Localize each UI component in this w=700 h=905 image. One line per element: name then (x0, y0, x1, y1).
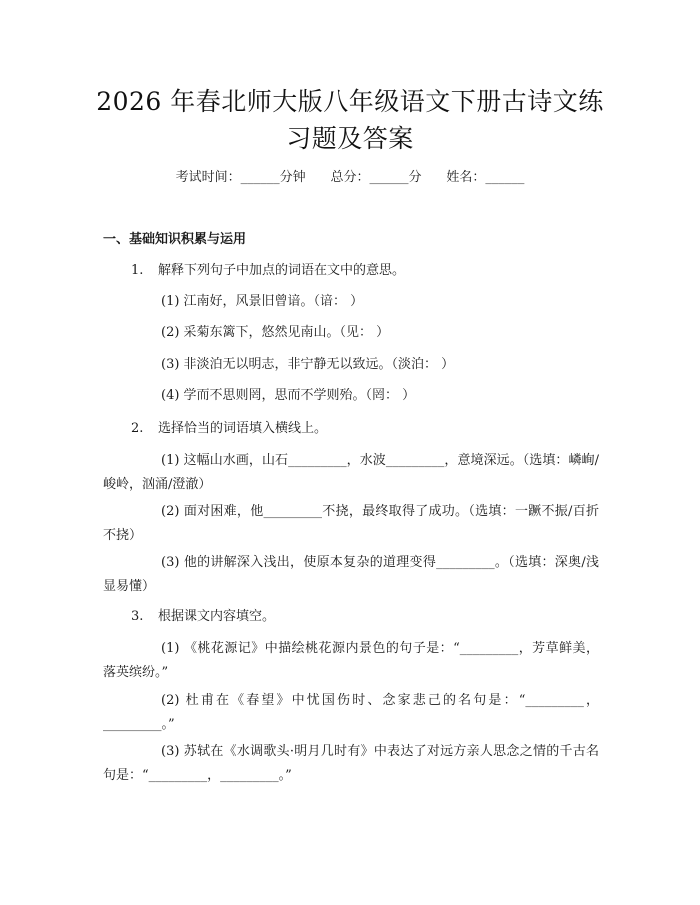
q3-item-2: (2) 杜甫在《春望》中忧国伤时、念家悲己的名句是：“_________，_________。” (103, 693, 599, 732)
q2-item-3: (3) 他的讲解深入浅出，使原本复杂的道理变得_________。（选填：深奥/浅显易懂） (103, 555, 599, 594)
question-number: 1. (131, 263, 144, 278)
q1-item-1: (1) 江南好，风景旧曾谙。（谙： ） (161, 294, 364, 309)
total-score-unit: 分 (408, 170, 422, 185)
section-heading: 一、基础知识积累与运用 (103, 232, 247, 247)
total-score-blank[interactable]: ______ (369, 170, 409, 185)
q3-item-3: (3) 苏轼在《水调歌头·明月几时有》中表达了对远方亲人思念之情的千古名句是：“_________，_________。” (103, 744, 599, 783)
question-3 (131, 607, 275, 627)
question-text: 根据课文内容填空。 (158, 609, 276, 624)
q1-item-2: (2) 采菊东篱下，悠然见南山。（见： ） (161, 325, 390, 340)
exam-meta-line (0, 168, 700, 188)
student-name-blank[interactable]: ______ (485, 170, 525, 185)
question-number: 2. (131, 421, 144, 436)
exam-time-unit: 分钟 (279, 170, 306, 185)
q1-item-4: (4) 学而不思则罔，思而不学则殆。（罔： ） (161, 388, 416, 403)
document-title-line2: 习题及答案 (286, 124, 414, 153)
question-2 (131, 419, 327, 439)
document-title-line1: 2026 年春北师大版八年级语文下册古诗文练 (96, 87, 604, 116)
q1-item-3: (3) 非淡泊无以明志，非宁静无以致远。（淡泊： ） (161, 357, 455, 372)
question-text: 解释下列句子中加点的词语在文中的意思。 (158, 263, 406, 278)
student-name-label: 姓名： (446, 170, 486, 185)
exam-time-blank[interactable]: ______ (240, 170, 280, 185)
question-number: 3. (131, 609, 144, 624)
question-1 (131, 261, 405, 281)
total-score-label: 总分： (330, 170, 370, 185)
q2-item-1: (1) 这幅山水画，山石_________，水波_________，意境深远。（选填：嶙峋/峻岭，汹涌/澄澈） (103, 453, 599, 492)
q2-item-2: (2) 面对困难，他_________不挠，最终取得了成功。（选填：一蹶不振/百折不挠） (103, 504, 599, 543)
exam-time-label: 考试时间： (175, 170, 241, 185)
q3-item-1: (1) 《桃花源记》中描绘桃花源内景色的句子是：“_________，芳草鲜美，落英缤纷。” (103, 641, 599, 680)
question-text: 选择恰当的词语填入横线上。 (158, 421, 328, 436)
